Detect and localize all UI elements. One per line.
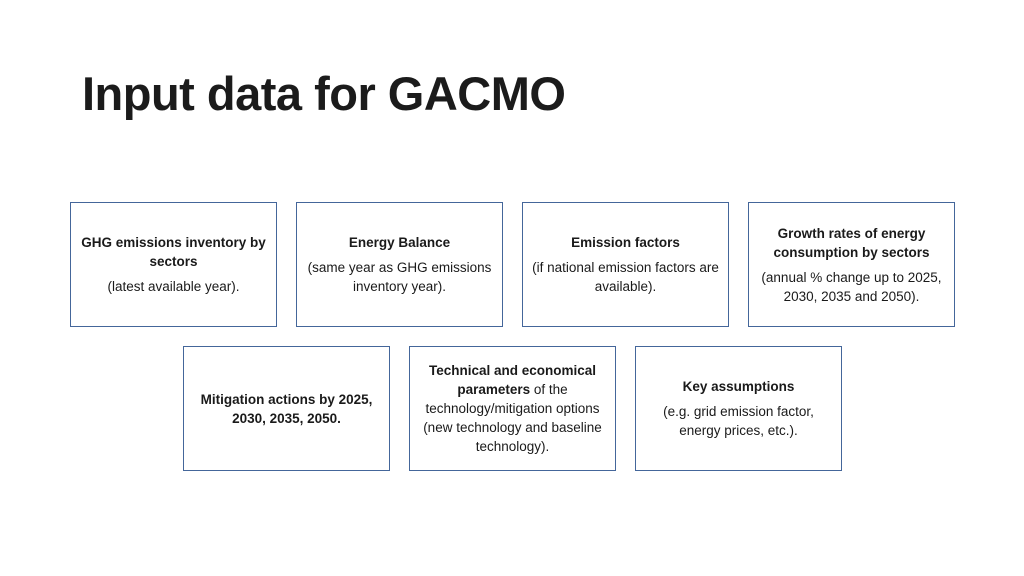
card-description: (same year as GHG emissions inventory year). [307,260,492,294]
card-heading: GHG emissions inventory by sectors [81,235,266,269]
input-card-ghg-inventory [70,202,277,327]
card-description: (annual % change up to 2025, 2030, 2035 and 2050). [761,269,942,304]
card-description: (e.g. grid emission factor, energy prices, etc.). [663,404,814,438]
card-description: (if national emission factors are available). [532,260,719,294]
card-heading: Technical and economical parameters [428,363,597,397]
input-card-growth-rates [748,202,955,327]
input-card-energy-balance [296,202,503,327]
slide-title: Input data for GACMO [82,67,566,120]
card-description: (latest available year). [107,279,240,294]
card-heading: Growth rates of energy consumption by sectors [773,225,930,260]
card-heading: Emission factors [571,235,680,250]
input-card-mitigation-actions [183,346,390,471]
card-description: of the technology/mitigation options (new technology and baseline technology). [423,382,602,454]
card-heading: Energy Balance [348,235,451,250]
input-card-technical-parameters [409,346,616,471]
card-heading: Mitigation actions by 2025, 2030, 2035, 2050. [200,391,373,426]
input-card-key-assumptions [635,346,842,471]
card-heading: Key assumptions [682,379,795,394]
input-card-emission-factors [522,202,729,327]
card-body [418,361,607,456]
